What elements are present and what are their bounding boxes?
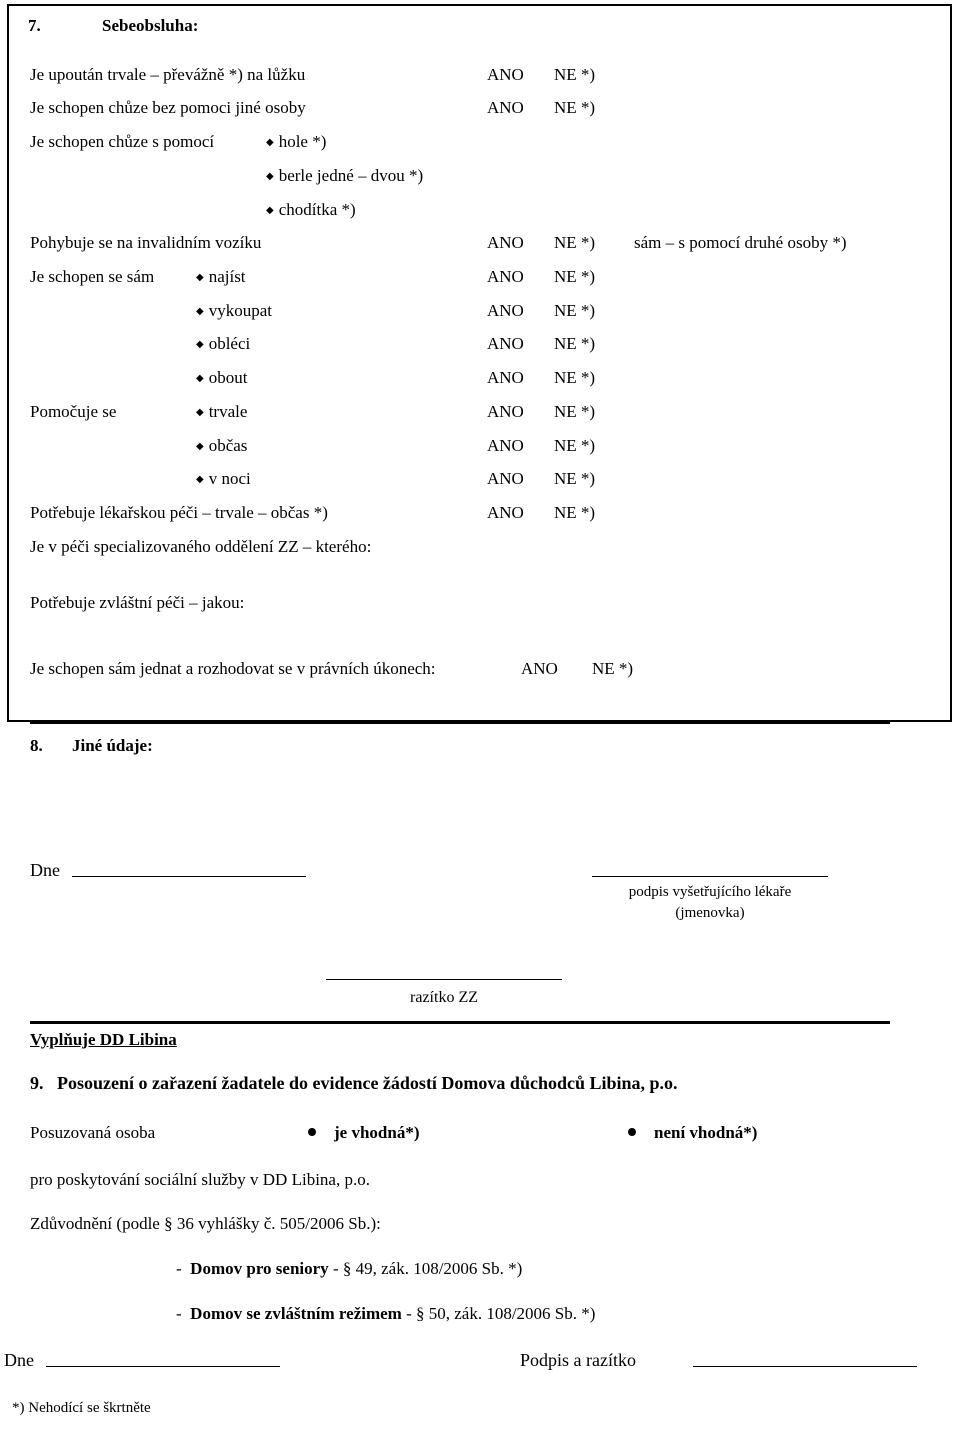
row-bedridden-label: Je upoután trvale – převážně *) na lůžku: [30, 65, 306, 84]
option-night-ano[interactable]: ANO: [487, 469, 524, 488]
option-special-regime-home[interactable]: - Domov se zvláštním režimem - § 50, zák. 108/2006 Sb. *): [176, 1304, 596, 1323]
row-wheelchair-ano[interactable]: ANO: [487, 233, 524, 252]
section-8-number: 8.: [30, 736, 43, 755]
date-label: Dne: [30, 860, 60, 880]
bullet-icon: ◆: [266, 205, 274, 216]
row-wheelchair-label: Pohybuje se na invalidním vozíku: [30, 233, 262, 252]
option-night: ◆ v noci: [196, 469, 251, 488]
row-incontinence-label: Pomočuje se: [30, 402, 117, 421]
option-walker[interactable]: ◆ chodítka *): [266, 200, 356, 219]
option-dress: ◆ obléci: [196, 334, 251, 353]
option-bathe-ne[interactable]: NE *): [554, 301, 596, 320]
row-specialized-dept-label: Je v péči specializovaného oddělení ZZ – kterého:: [30, 537, 372, 556]
option-permanent-ne[interactable]: NE *): [554, 402, 596, 421]
row-walk-unaided-ano[interactable]: ANO: [487, 98, 524, 117]
sign-stamp-label: Podpis a razítko: [520, 1350, 636, 1370]
option-night-ne[interactable]: NE *): [554, 469, 596, 488]
row-walk-unaided-ne[interactable]: NE *): [554, 98, 596, 117]
footnote: *) Nehodící se škrtněte: [12, 1400, 151, 1416]
option-dress-ano[interactable]: ANO: [487, 334, 524, 353]
stamp-field[interactable]: [326, 979, 562, 980]
bullet-icon: ◆: [196, 441, 204, 452]
option-permanent: ◆ trvale: [196, 402, 248, 421]
row-legal-capacity-label: Je schopen sám jednat a rozhodovat se v právních úkonech:: [30, 659, 436, 678]
row-walk-unaided-label: Je schopen chůze bez pomoci jiné osoby: [30, 98, 306, 117]
section-9-title: Posouzení o zařazení žadatele do evidence žádostí Domova důchodců Libina, p.o.: [57, 1073, 678, 1093]
option-eat: ◆ najíst: [196, 267, 246, 286]
row-wheelchair-assist[interactable]: sám – s pomocí druhé osoby *): [634, 233, 847, 252]
doctor-signature-label: podpis vyšetřujícího lékaře: [628, 884, 792, 900]
option-sometimes-ne[interactable]: NE *): [554, 436, 596, 455]
option-sometimes-ano[interactable]: ANO: [487, 436, 524, 455]
reason-label: Zdůvodnění (podle § 36 vyhlášky č. 505/2006 Sb.):: [30, 1214, 381, 1233]
bullet-dot-icon: [628, 1128, 636, 1136]
row-walk-aided-label: Je schopen chůze s pomocí: [30, 132, 215, 151]
row-medical-care-ano[interactable]: ANO: [487, 503, 524, 522]
service-text: pro poskytování sociální služby v DD Libina, p.o.: [30, 1170, 370, 1189]
option-senior-home[interactable]: - Domov pro seniory - § 49, zák. 108/2006 Sb. *): [176, 1259, 523, 1278]
date-field[interactable]: [72, 876, 306, 877]
bullet-icon: ◆: [196, 373, 204, 384]
option-dress-ne[interactable]: NE *): [554, 334, 596, 353]
option-crutches[interactable]: ◆ berle jedné – dvou *): [266, 166, 424, 185]
option-eat-ano[interactable]: ANO: [487, 267, 524, 286]
final-date-field[interactable]: [46, 1366, 280, 1367]
row-legal-capacity-ano[interactable]: ANO: [521, 659, 558, 678]
option-permanent-ano[interactable]: ANO: [487, 402, 524, 421]
row-bedridden-ne[interactable]: NE *): [554, 65, 596, 84]
section-9-number: 9.: [30, 1073, 44, 1093]
option-suitable[interactable]: je vhodná*): [308, 1123, 419, 1143]
option-shoes-ano[interactable]: ANO: [487, 368, 524, 387]
row-legal-capacity-ne[interactable]: NE *): [592, 659, 634, 678]
option-cane[interactable]: ◆ hole *): [266, 132, 327, 151]
stamp-label: razítko ZZ: [410, 989, 478, 1006]
assessed-person-label: Posuzovaná osoba: [30, 1123, 156, 1142]
section-9-divider: [30, 1021, 890, 1024]
doctor-signature-sub: (jmenovka): [675, 905, 745, 921]
bullet-icon: ◆: [196, 339, 204, 350]
bullet-icon: ◆: [266, 137, 274, 148]
doctor-signature-field[interactable]: [592, 876, 828, 877]
bullet-icon: ◆: [196, 306, 204, 317]
row-bedridden-ano[interactable]: ANO: [487, 65, 524, 84]
section-8-divider: [30, 721, 890, 724]
bullet-icon: ◆: [196, 407, 204, 418]
filled-by-label: Vyplňuje DD Libina: [30, 1030, 177, 1049]
sign-stamp-field[interactable]: [693, 1366, 917, 1367]
bullet-icon: ◆: [196, 474, 204, 485]
option-shoes: ◆ obout: [196, 368, 248, 387]
row-wheelchair-ne[interactable]: NE *): [554, 233, 596, 252]
section-7-number: 7.: [28, 16, 41, 35]
option-shoes-ne[interactable]: NE *): [554, 368, 596, 387]
option-bathe: ◆ vykoupat: [196, 301, 272, 320]
row-medical-care-ne[interactable]: NE *): [554, 503, 596, 522]
bullet-dot-icon: [308, 1128, 316, 1136]
row-self-care-label: Je schopen se sám: [30, 267, 155, 286]
section-7-title: Sebeobsluha:: [102, 16, 199, 35]
option-unsuitable[interactable]: není vhodná*): [628, 1123, 757, 1143]
bullet-icon: ◆: [266, 171, 274, 182]
option-sometimes: ◆ občas: [196, 436, 248, 455]
row-medical-care-label: Potřebuje lékařskou péči – trvale – občas *): [30, 503, 328, 522]
final-date-label: Dne: [4, 1350, 34, 1370]
row-special-care-label: Potřebuje zvláštní péči – jakou:: [30, 593, 245, 612]
bullet-icon: ◆: [196, 272, 204, 283]
section-8-title: Jiné údaje:: [72, 736, 153, 755]
option-bathe-ano[interactable]: ANO: [487, 301, 524, 320]
option-eat-ne[interactable]: NE *): [554, 267, 596, 286]
